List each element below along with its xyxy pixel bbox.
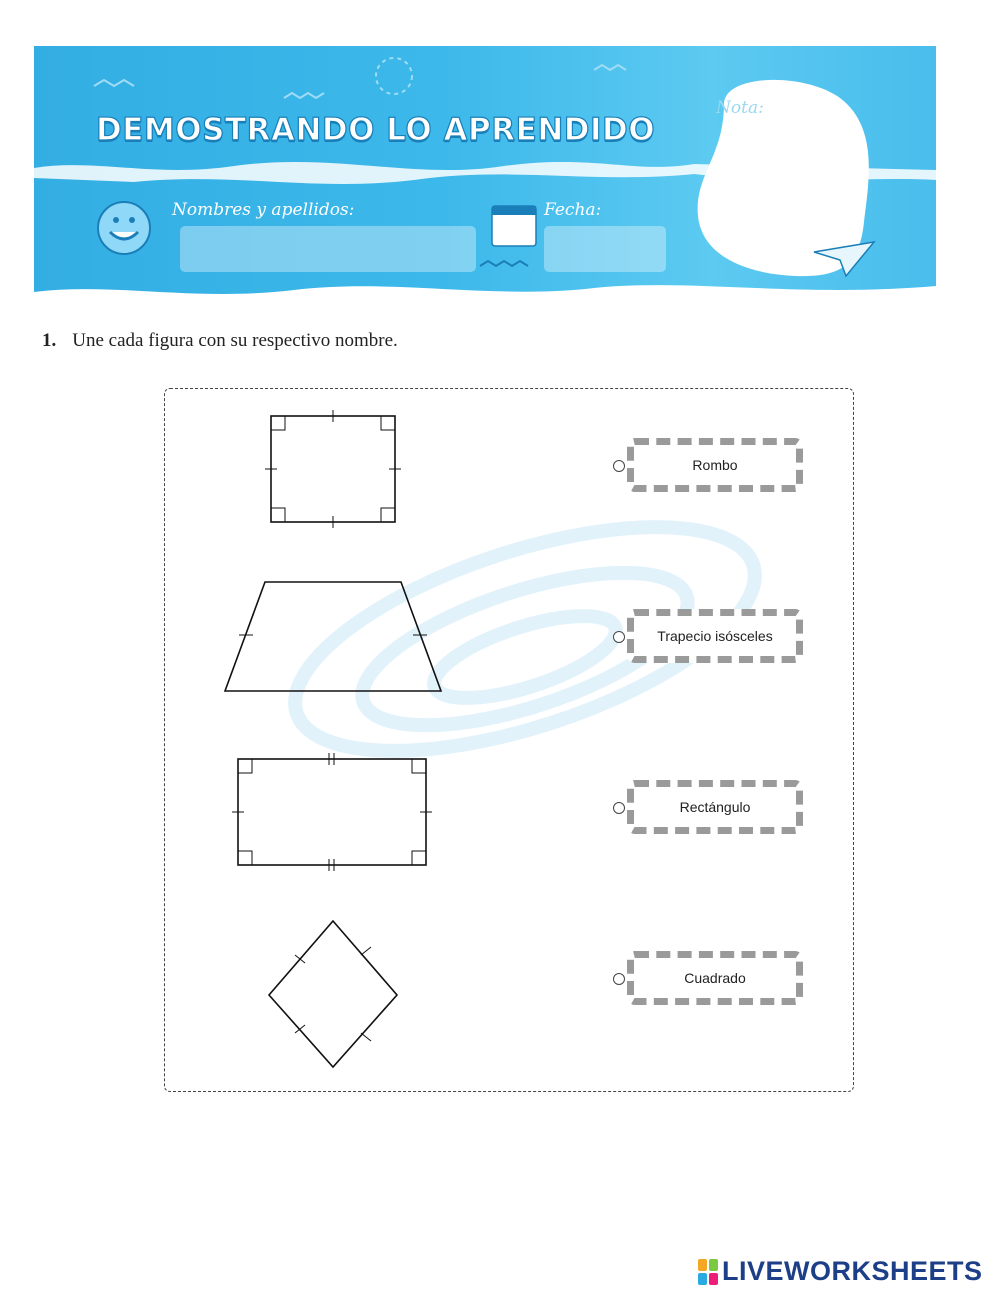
matching-panel xyxy=(164,388,854,1092)
brand-name: LIVEWORKSHEETS xyxy=(722,1256,983,1286)
brand-logo xyxy=(698,1256,983,1287)
page-title: DEMOSTRANDO LO APRENDIDO xyxy=(96,112,656,148)
date-field[interactable] xyxy=(544,226,666,272)
label-text-2: Trapecio isósceles xyxy=(637,619,793,653)
label-text-1: Rombo xyxy=(637,448,793,482)
match-dot-4[interactable] xyxy=(613,973,625,985)
name-field[interactable] xyxy=(180,226,476,272)
rhombus-icon xyxy=(269,921,397,1067)
label-text-3: Rectángulo xyxy=(637,790,793,824)
liveworksheets-icon xyxy=(698,1259,718,1285)
instruction-text: Une cada figura con su respectivo nombre. xyxy=(72,330,398,351)
label-text-4: Cuadrado xyxy=(637,961,793,995)
date-label: Fecha: xyxy=(544,200,602,220)
name-label: Nombres y apellidos: xyxy=(172,200,355,220)
grade-field[interactable] xyxy=(724,126,854,246)
grade-label: Nota: xyxy=(716,98,764,118)
label-tag-1[interactable] xyxy=(627,438,803,492)
match-dot-2[interactable] xyxy=(613,631,625,643)
label-tag-3[interactable] xyxy=(627,780,803,834)
rectangle-icon xyxy=(232,753,432,871)
match-dot-1[interactable] xyxy=(613,460,625,472)
header-banner xyxy=(34,46,936,304)
question-number: 1. xyxy=(42,330,57,351)
instruction xyxy=(42,330,398,352)
match-dot-3[interactable] xyxy=(613,802,625,814)
square-icon xyxy=(265,410,401,528)
label-tag-2[interactable] xyxy=(627,609,803,663)
label-tag-4[interactable] xyxy=(627,951,803,1005)
